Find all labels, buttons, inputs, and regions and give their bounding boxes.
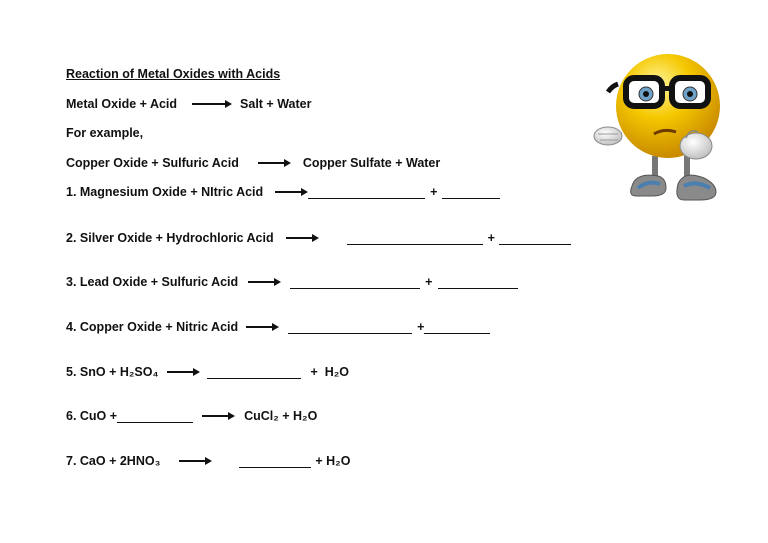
question-7 xyxy=(66,452,350,470)
thinking-nerd-emoji-icon xyxy=(588,48,756,220)
general-equation xyxy=(66,95,311,113)
plus-sign: + xyxy=(425,275,433,289)
question-2 xyxy=(66,229,571,247)
general-left: Metal Oxide + Acid xyxy=(66,97,178,111)
arrow-icon xyxy=(275,187,308,197)
example-right: Copper Sulfate + Water xyxy=(302,156,441,170)
answer-blank[interactable] xyxy=(117,410,193,423)
answer-blank[interactable] xyxy=(347,232,483,245)
answer-blank[interactable] xyxy=(207,366,301,379)
answer-blank[interactable] xyxy=(442,186,500,199)
question-text: 7. CaO + 2HNO₃ xyxy=(66,454,161,468)
plus-sign: + xyxy=(417,320,425,334)
answer-blank[interactable] xyxy=(290,276,420,289)
arrow-icon xyxy=(202,411,235,421)
example-left: Copper Oxide + Sulfuric Acid xyxy=(66,156,239,170)
arrow-icon xyxy=(179,456,212,466)
example-equation xyxy=(66,154,440,172)
question-text: 4. Copper Oxide + Nitric Acid xyxy=(66,320,239,334)
arrow-icon xyxy=(258,158,291,168)
example-label: For example, xyxy=(66,126,144,140)
question-right: + H₂O xyxy=(315,454,351,468)
arrow-icon xyxy=(192,99,232,109)
question-text: 6. CuO + xyxy=(66,409,118,423)
answer-blank[interactable] xyxy=(239,455,311,468)
question-text: 1. Magnesium Oxide + NItric Acid xyxy=(66,185,264,199)
question-right: + H₂O xyxy=(310,365,350,379)
question-text: 3. Lead Oxide + Sulfuric Acid xyxy=(66,275,239,289)
arrow-icon xyxy=(246,322,279,332)
question-right: CuCl₂ + H₂O xyxy=(244,409,318,423)
question-text: 2. Silver Oxide + Hydrochloric Acid xyxy=(66,231,274,245)
general-right: Salt + Water xyxy=(240,97,312,111)
question-1 xyxy=(66,183,500,201)
arrow-icon xyxy=(167,367,200,377)
answer-blank[interactable] xyxy=(308,186,425,199)
plus-sign: + xyxy=(430,185,438,199)
question-text: 5. SnO + H₂SO₄ xyxy=(66,365,159,379)
answer-blank[interactable] xyxy=(438,276,518,289)
question-5 xyxy=(66,363,349,381)
plus-sign: + xyxy=(487,231,495,245)
answer-blank[interactable] xyxy=(288,321,412,334)
question-3 xyxy=(66,273,518,291)
question-6 xyxy=(66,407,317,425)
arrow-icon xyxy=(286,233,319,243)
page-title: Reaction of Metal Oxides with Acids xyxy=(66,67,281,81)
arrow-icon xyxy=(248,277,281,287)
answer-blank[interactable] xyxy=(424,321,490,334)
answer-blank[interactable] xyxy=(499,232,571,245)
question-4 xyxy=(66,318,490,336)
